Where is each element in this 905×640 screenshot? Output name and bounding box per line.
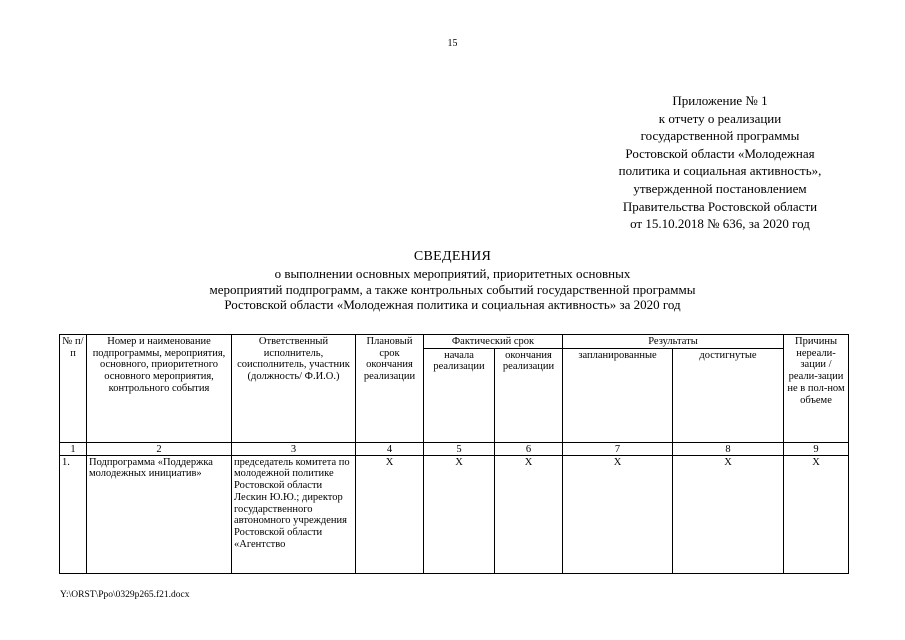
row-results-planned: X (563, 455, 673, 573)
header-actual-end: окончания реализации (495, 348, 563, 442)
row-planned-end: X (356, 455, 424, 573)
row-reasons: X (784, 455, 849, 573)
header-actual-term: Фактический срок (424, 335, 563, 349)
appendix-line: государственной программы (640, 128, 800, 144)
row-responsible: председатель комитета по молодежной политике Ростовской области Лескин Ю.Ю.; директор государственного автономного учреждения Ростовской области «Агентство (232, 455, 356, 573)
header-planned-end: Плановый срок окончания реализации (356, 335, 424, 443)
column-number: 2 (87, 442, 232, 455)
column-number: 3 (232, 442, 356, 455)
column-number: 6 (495, 442, 563, 455)
appendix-line: Приложение № 1 (672, 93, 768, 108)
column-number: 5 (424, 442, 495, 455)
column-number: 8 (673, 442, 784, 455)
appendix-line: политика и социальная активность», (618, 163, 822, 179)
column-number: 7 (563, 442, 673, 455)
table-row (60, 455, 849, 573)
appendix-line: к отчету о реализации (658, 110, 782, 126)
page-number: 15 (447, 38, 458, 49)
title-line: о выполнении основных мероприятий, приоритетных основных (274, 266, 631, 281)
title-heading: СВЕДЕНИЯ (413, 249, 492, 264)
document-title (0, 248, 905, 313)
appendix-line: Ростовской области «Молодежная (625, 145, 815, 161)
footer-file-path: Y:\ORST\Ppo\0329p265.f21.docx (60, 590, 190, 600)
header-responsible: Ответственный исполнитель, соисполнитель, участник (должность/ Ф.И.О.) (232, 335, 356, 443)
column-number: 9 (784, 442, 849, 455)
header-results-planned: запланированные (563, 348, 673, 442)
column-number-row (60, 442, 849, 455)
header-num: № п/п (60, 335, 87, 443)
appendix-line: утвержденной постановлением (633, 180, 807, 196)
title-line: Ростовской области «Молодежная политика и социальная активность» за 2020 год (224, 297, 681, 312)
header-reasons: Причины нереали-зации / реали-зации не в пол-ном объеме (784, 335, 849, 443)
column-number: 1 (60, 442, 87, 455)
appendix-line: от 15.10.2018 № 636, за 2020 год (630, 216, 810, 232)
row-name: Подпрограмма «Поддержка молодежных инициатив» (87, 455, 232, 573)
row-actual-end: X (495, 455, 563, 573)
row-results-achieved: X (673, 455, 784, 573)
appendix-line: Правительства Ростовской области (622, 198, 818, 214)
row-num: 1. (60, 455, 87, 573)
header-row (60, 335, 849, 349)
row-actual-start: X (424, 455, 495, 573)
column-number: 4 (356, 442, 424, 455)
header-results: Результаты (563, 335, 784, 349)
title-line: мероприятий подпрограмм, а также контрольных событий государственной программы (209, 281, 696, 297)
appendix-note (560, 92, 880, 233)
report-table (59, 334, 849, 574)
header-name: Номер и наименование подпрограммы, мероприятия, основного, приоритетного основного мероприятия, контрольного события (87, 335, 232, 443)
header-actual-start: начала реализации (424, 348, 495, 442)
header-results-achieved: достигнутые (673, 348, 784, 442)
